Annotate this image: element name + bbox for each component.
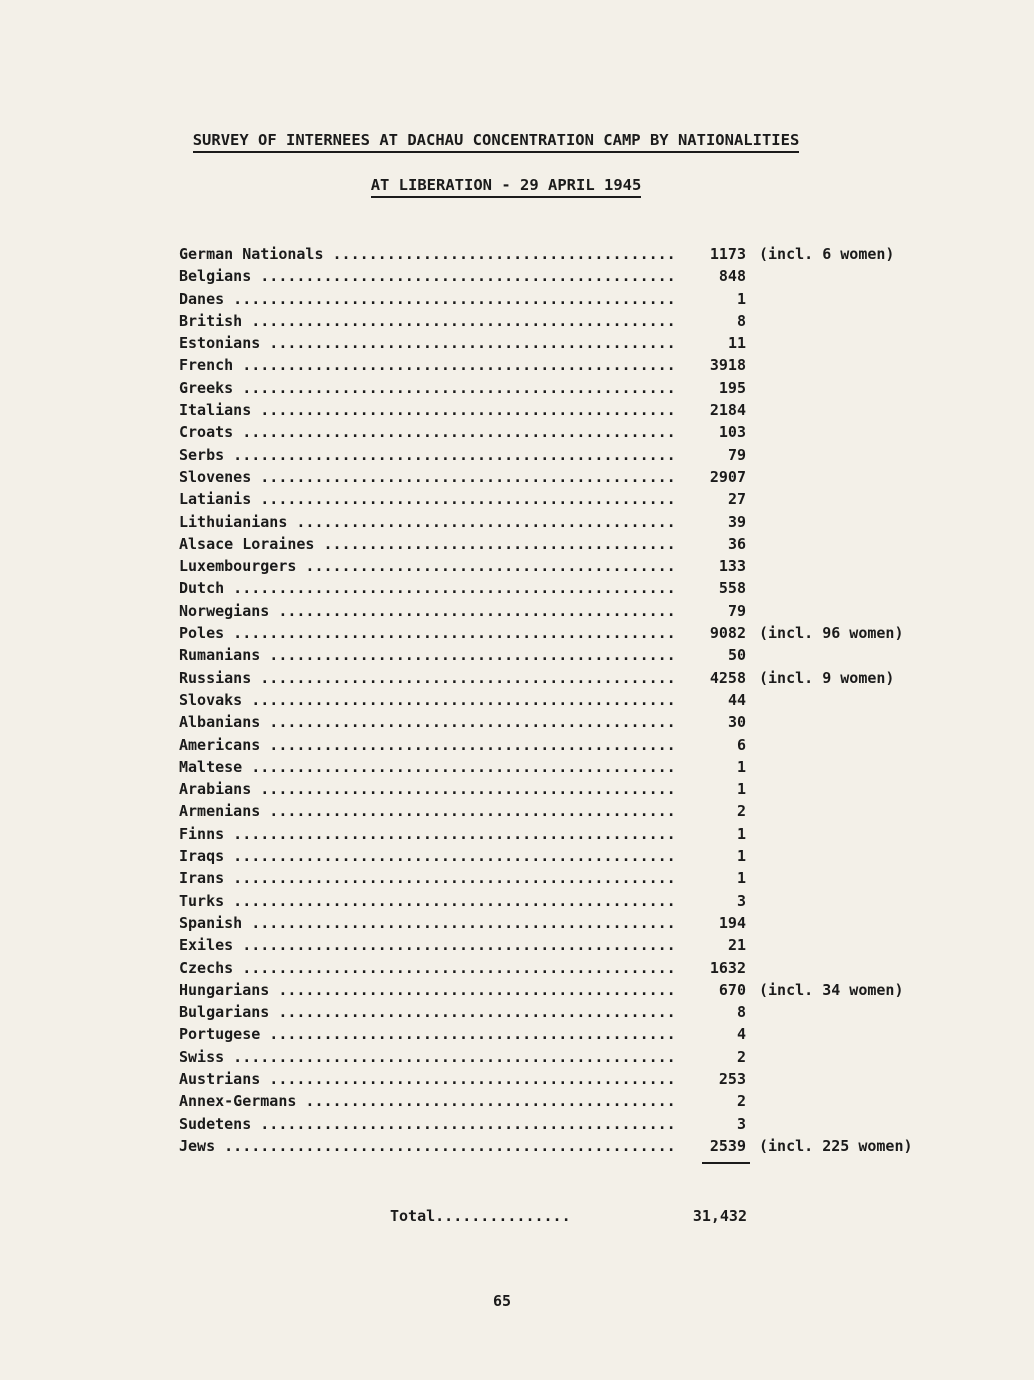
women-note: (incl. 96 women) bbox=[759, 624, 904, 643]
nationality-name: Iraqs ..... bbox=[179, 845, 679, 867]
nationality-name: Austrians ..... bbox=[179, 1068, 679, 1090]
internee-count: 8 bbox=[689, 1001, 746, 1023]
table-row bbox=[179, 644, 979, 666]
internee-count: 30 bbox=[689, 711, 746, 733]
nationality-table bbox=[179, 243, 979, 1157]
internee-count: 1 bbox=[689, 778, 746, 800]
nationality-name: Maltese ..... bbox=[179, 756, 679, 778]
nationality-name: Estonians ..... bbox=[179, 332, 679, 354]
table-row bbox=[179, 466, 979, 488]
table-row bbox=[179, 800, 979, 822]
table-row bbox=[179, 533, 979, 555]
nationality-name: Italians ..... bbox=[179, 399, 679, 421]
internee-count: 11 bbox=[689, 332, 746, 354]
nationality-name: Albanians ..... bbox=[179, 711, 679, 733]
internee-count: 9082 bbox=[689, 622, 746, 644]
table-row bbox=[179, 778, 979, 800]
internee-count: 194 bbox=[689, 912, 746, 934]
internee-count: 3918 bbox=[689, 354, 746, 376]
internee-count: 558 bbox=[689, 577, 746, 599]
nationality-name: Norwegians ..... bbox=[179, 600, 679, 622]
internee-count: 4258 bbox=[689, 667, 746, 689]
nationality-name: Poles ..... bbox=[179, 622, 679, 644]
internee-count: 2 bbox=[689, 800, 746, 822]
table-row bbox=[179, 711, 979, 733]
table-row bbox=[179, 890, 979, 912]
table-row bbox=[179, 243, 979, 265]
nationality-name: Latianis ..... bbox=[179, 488, 679, 510]
internee-count: 2907 bbox=[689, 466, 746, 488]
internee-count: 1 bbox=[689, 823, 746, 845]
table-row bbox=[179, 354, 979, 376]
table-row bbox=[179, 622, 979, 644]
nationality-name: Luxembourgers ..... bbox=[179, 555, 679, 577]
internee-count: 1632 bbox=[689, 957, 746, 979]
nationality-name: Spanish ..... bbox=[179, 912, 679, 934]
internee-count: 39 bbox=[689, 511, 746, 533]
table-row bbox=[179, 979, 979, 1001]
nationality-name: Russians ..... bbox=[179, 667, 679, 689]
nationality-name: Exiles ..... bbox=[179, 934, 679, 956]
nationality-name: Greeks ..... bbox=[179, 377, 679, 399]
table-row bbox=[179, 377, 979, 399]
nationality-name: Danes ..... bbox=[179, 288, 679, 310]
nationality-name: Dutch ..... bbox=[179, 577, 679, 599]
internee-count: 848 bbox=[689, 265, 746, 287]
table-row bbox=[179, 845, 979, 867]
nationality-name: Slovenes ..... bbox=[179, 466, 679, 488]
table-row bbox=[179, 421, 979, 443]
women-note: (incl. 9 women) bbox=[759, 668, 895, 687]
internee-count: 21 bbox=[689, 934, 746, 956]
table-row bbox=[179, 1046, 979, 1068]
table-row bbox=[179, 934, 979, 956]
table-row bbox=[179, 511, 979, 533]
table-row bbox=[179, 310, 979, 332]
internee-count: 103 bbox=[689, 421, 746, 443]
internee-count: 2 bbox=[689, 1046, 746, 1068]
nationality-name: British ..... bbox=[179, 310, 679, 332]
nationality-name: Swiss ..... bbox=[179, 1046, 679, 1068]
nationality-name: Rumanians ..... bbox=[179, 644, 679, 666]
table-row bbox=[179, 488, 979, 510]
table-row bbox=[179, 600, 979, 622]
internee-count: 79 bbox=[689, 600, 746, 622]
document-subtitle: AT LIBERATION - 29 APRIL 1945 bbox=[0, 176, 1012, 198]
nationality-name: Bulgarians ..... bbox=[179, 1001, 679, 1023]
nationality-name: Arabians ..... bbox=[179, 778, 679, 800]
internee-count: 8 bbox=[689, 310, 746, 332]
sum-rule bbox=[702, 1162, 750, 1164]
nationality-name: Sudetens ..... bbox=[179, 1113, 679, 1135]
table-row bbox=[179, 1113, 979, 1135]
nationality-name: Finns ..... bbox=[179, 823, 679, 845]
table-row bbox=[179, 444, 979, 466]
table-row bbox=[179, 577, 979, 599]
internee-count: 3 bbox=[689, 890, 746, 912]
nationality-name: Hungarians ..... bbox=[179, 979, 679, 1001]
table-row bbox=[179, 399, 979, 421]
internee-count: 27 bbox=[689, 488, 746, 510]
nationality-name: Armenians ..... bbox=[179, 800, 679, 822]
women-note: (incl. 34 women) bbox=[759, 980, 904, 999]
internee-count: 1173 bbox=[689, 243, 746, 265]
table-row bbox=[179, 912, 979, 934]
nationality-name: Slovaks ..... bbox=[179, 689, 679, 711]
table-row bbox=[179, 667, 979, 689]
internee-count: 2184 bbox=[689, 399, 746, 421]
internee-count: 1 bbox=[689, 867, 746, 889]
internee-count: 50 bbox=[689, 644, 746, 666]
table-row bbox=[179, 1090, 979, 1112]
table-row bbox=[179, 756, 979, 778]
internee-count: 2 bbox=[689, 1090, 746, 1112]
nationality-name: Lithuianians ..... bbox=[179, 511, 679, 533]
internee-count: 1 bbox=[689, 845, 746, 867]
internee-count: 3 bbox=[689, 1113, 746, 1135]
nationality-name: Croats ..... bbox=[179, 421, 679, 443]
women-note: (incl. 225 women) bbox=[759, 1136, 913, 1155]
internee-count: 670 bbox=[689, 979, 746, 1001]
table-row bbox=[179, 1023, 979, 1045]
table-row bbox=[179, 867, 979, 889]
nationality-name: Czechs ..... bbox=[179, 957, 679, 979]
nationality-name: Serbs ..... bbox=[179, 444, 679, 466]
table-row bbox=[179, 823, 979, 845]
total-label: Total ..... bbox=[390, 1204, 571, 1228]
table-row bbox=[179, 689, 979, 711]
total-row bbox=[390, 1204, 750, 1228]
table-row bbox=[179, 288, 979, 310]
internee-count: 1 bbox=[689, 756, 746, 778]
nationality-name: Americans ..... bbox=[179, 734, 679, 756]
page-number: 65 bbox=[492, 1292, 512, 1310]
internee-count: 1 bbox=[689, 288, 746, 310]
internee-count: 44 bbox=[689, 689, 746, 711]
internee-count: 2539 bbox=[689, 1135, 746, 1157]
nationality-name: Alsace Loraines ..... bbox=[179, 533, 679, 555]
nationality-name: German Nationals ..... bbox=[179, 243, 679, 265]
document-title: SURVEY OF INTERNEES AT DACHAU CONCENTRATION CAMP BY NATIONALITIES bbox=[0, 131, 992, 153]
table-row bbox=[179, 555, 979, 577]
nationality-name: French ..... bbox=[179, 354, 679, 376]
table-row bbox=[179, 265, 979, 287]
nationality-name: Annex-Germans ..... bbox=[179, 1090, 679, 1112]
table-row bbox=[179, 1068, 979, 1090]
internee-count: 195 bbox=[689, 377, 746, 399]
table-row bbox=[179, 1001, 979, 1023]
internee-count: 79 bbox=[689, 444, 746, 466]
nationality-name: Portugese ..... bbox=[179, 1023, 679, 1045]
nationality-name: Turks ..... bbox=[179, 890, 679, 912]
table-row bbox=[179, 957, 979, 979]
women-note: (incl. 6 women) bbox=[759, 245, 895, 263]
table-row bbox=[179, 734, 979, 756]
internee-count: 36 bbox=[689, 533, 746, 555]
nationality-name: Jews ..... bbox=[179, 1135, 679, 1157]
internee-count: 253 bbox=[689, 1068, 746, 1090]
internee-count: 133 bbox=[689, 555, 746, 577]
total-value: 31,432 bbox=[692, 1207, 747, 1225]
internee-count: 6 bbox=[689, 734, 746, 756]
nationality-name: Irans ..... bbox=[179, 867, 679, 889]
table-row bbox=[179, 1135, 979, 1157]
nationality-name: Belgians ..... bbox=[179, 265, 679, 287]
internee-count: 4 bbox=[689, 1023, 746, 1045]
table-row bbox=[179, 332, 979, 354]
